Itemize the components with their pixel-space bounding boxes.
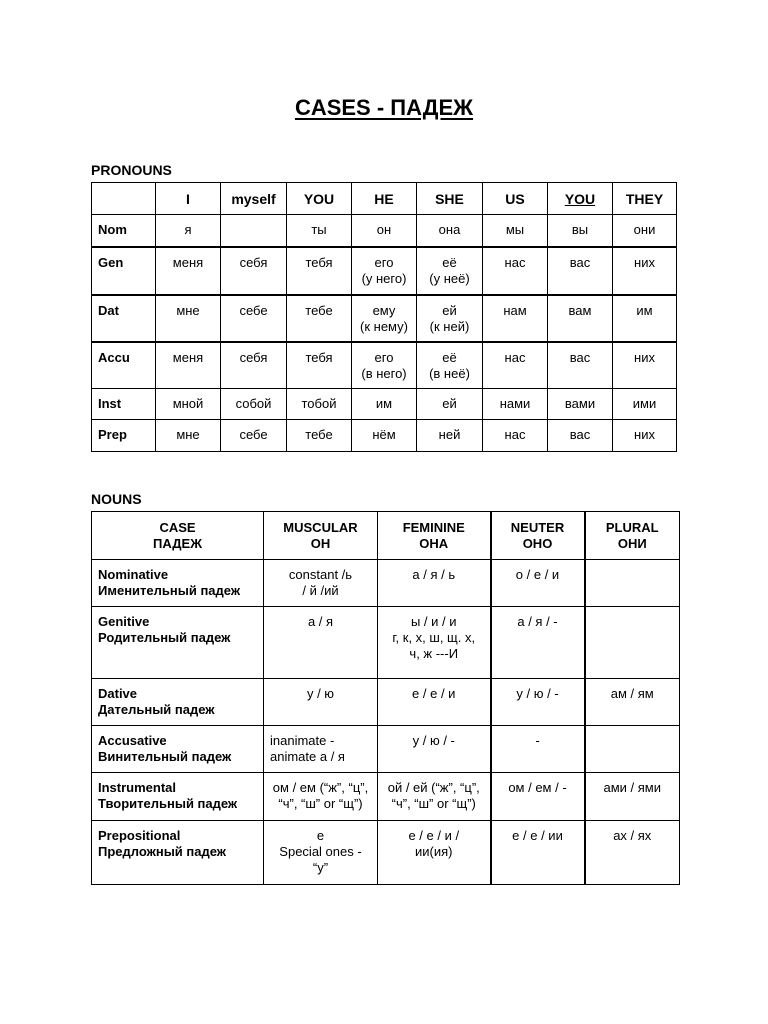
pronoun-form: нём [372, 427, 396, 442]
nouns-ending-cell [491, 726, 585, 773]
pronouns-cell [156, 389, 221, 420]
pronouns-cell [548, 420, 613, 452]
pronoun-form: нас [504, 254, 526, 270]
nouns-header-label: ОНО [522, 535, 553, 551]
pronoun-form: я [184, 222, 192, 237]
pronouns-cell [287, 295, 352, 342]
case-name: Дательный падеж [98, 702, 215, 717]
pronouns-row [92, 215, 677, 247]
nouns-row [92, 821, 680, 885]
nouns-header-cell [378, 512, 491, 560]
pronoun-form: она [438, 222, 461, 237]
case-name: Nominative [98, 567, 169, 582]
nouns-ending-cell [491, 773, 585, 821]
case-name: Винительный падеж [98, 749, 232, 764]
nouns-header-label: ОНИ [617, 535, 647, 551]
nouns-ending-cell [378, 821, 491, 885]
nouns-ending-cell [264, 607, 378, 679]
noun-ending [586, 614, 680, 630]
nouns-header-label: PLURAL [605, 519, 659, 535]
case-name: Dative [98, 686, 138, 701]
pronouns-cell [548, 247, 613, 295]
pronouns-case-label: Dat [92, 295, 156, 342]
pronouns-cell [613, 247, 677, 295]
pronouns-cell [548, 215, 613, 247]
noun-ending: “ч”, “ш” or “щ”) [278, 796, 363, 811]
nouns-header-cell [491, 512, 585, 560]
noun-ending: - [535, 733, 540, 748]
noun-ending: “у” [312, 860, 329, 875]
page-title: CASES - ПАДЕЖ [294, 95, 474, 120]
pronouns-header-cell: YOU [548, 183, 613, 215]
pronouns-header-cell: THEY [613, 183, 677, 215]
nouns-ending-cell [491, 607, 585, 679]
nouns-ending-cell [378, 726, 491, 773]
pronoun-form: её [442, 349, 457, 365]
nouns-row [92, 773, 680, 821]
pronouns-cell [352, 420, 417, 452]
pronouns-header-cell: HE [352, 183, 417, 215]
noun-ending: ой / ей (“ж”, “ц”, [387, 780, 480, 795]
pronouns-cell [221, 389, 287, 420]
pronouns-cell [417, 295, 483, 342]
pronouns-cell [417, 389, 483, 420]
pronouns-case-label: Inst [92, 389, 156, 420]
pronoun-form: вам [568, 302, 592, 318]
noun-ending: е / е / ии [512, 828, 563, 843]
nouns-ending-cell [585, 726, 680, 773]
noun-ending: constant /ь [288, 567, 353, 582]
pronoun-form: его [374, 349, 394, 365]
noun-ending: а / я / - [517, 614, 558, 629]
noun-ending: е [316, 828, 325, 843]
noun-ending: у / ю / - [516, 686, 559, 701]
noun-ending: Special ones - [279, 844, 362, 859]
case-name: Instrumental [98, 780, 177, 795]
case-name: Accusative [98, 733, 167, 748]
pronoun-form: ему [372, 302, 396, 318]
pronoun-form: тобой [301, 396, 337, 411]
pronouns-cell [352, 215, 417, 247]
pronoun-form: нам [503, 302, 527, 318]
nouns-header-label: FEMININE [402, 519, 465, 535]
nouns-ending-cell [585, 679, 680, 726]
noun-ending: / й /ий [302, 583, 339, 598]
case-name: Родительный падеж [98, 630, 231, 645]
noun-ending: inanimate - [270, 733, 335, 748]
pronouns-case-label: Gen [92, 247, 156, 295]
pronouns-header-cell: I [156, 183, 221, 215]
pronouns-cell [613, 342, 677, 389]
nouns-ending-cell [491, 679, 585, 726]
pronoun-form: он [376, 222, 392, 237]
nouns-ending-cell [491, 821, 585, 885]
pronouns-cell [483, 342, 548, 389]
noun-ending: ии(ия) [415, 844, 453, 859]
pronoun-form: собой [235, 396, 272, 411]
pronoun-form: них [634, 427, 655, 442]
nouns-ending-cell [585, 607, 680, 679]
pronoun-form: её [442, 254, 457, 270]
pronoun-form: им [636, 302, 653, 318]
pronoun-form: мне [176, 427, 200, 442]
pronoun-form [221, 222, 286, 238]
pronouns-cell [483, 420, 548, 452]
pronouns-header-cell: YOU [287, 183, 352, 215]
pronouns-cell [483, 247, 548, 295]
pronouns-cell [548, 295, 613, 342]
nouns-ending-cell [585, 560, 680, 607]
noun-ending: г, к, х, ш, щ. х, [392, 630, 476, 645]
nouns-header-label: ОН [310, 535, 331, 551]
pronoun-form: мы [505, 222, 525, 237]
pronoun-form: вас [569, 254, 591, 270]
pronoun-form: вас [569, 349, 591, 365]
pronoun-form: (у него) [361, 270, 407, 286]
pronouns-cell [417, 342, 483, 389]
pronoun-form: (в него) [361, 365, 407, 381]
pronouns-cell [287, 247, 352, 295]
pronouns-cell [417, 215, 483, 247]
pronoun-form: тебе [305, 427, 333, 442]
noun-ending: е / е / и / [408, 828, 460, 843]
nouns-ending-cell [378, 773, 491, 821]
noun-ending: ами / ями [603, 780, 661, 795]
noun-ending: а / я / ь [412, 567, 456, 582]
nouns-case-label [92, 607, 264, 679]
pronouns-case-label: Nom [92, 215, 156, 247]
pronoun-form: них [634, 349, 655, 365]
nouns-header-label: MUSCULAR [283, 519, 358, 535]
pronouns-cell [352, 247, 417, 295]
pronouns-cell [483, 389, 548, 420]
nouns-header-row [92, 512, 680, 560]
nouns-case-label [92, 726, 264, 773]
pronouns-row [92, 247, 677, 295]
pronouns-cell [221, 247, 287, 295]
noun-ending: ом / ем (“ж”, “ц”, [272, 780, 369, 795]
pronoun-form: них [634, 254, 655, 270]
pronouns-cell [221, 215, 287, 247]
case-name: Prepositional [98, 828, 181, 843]
pronouns-cell [483, 295, 548, 342]
noun-ending: о / е / и [515, 567, 560, 582]
noun-ending: ы / и / и [410, 614, 457, 629]
pronoun-form: ей [442, 302, 457, 318]
nouns-header-cell [585, 512, 680, 560]
noun-ending: animate а / я [270, 749, 345, 764]
nouns-ending-cell [585, 821, 680, 885]
nouns-header-label: ПАДЕЖ [153, 535, 202, 551]
nouns-case-label [92, 679, 264, 726]
pronoun-form: ими [632, 396, 657, 411]
nouns-ending-cell [378, 679, 491, 726]
noun-ending: “ч”, “ш” or “щ”) [391, 796, 476, 811]
nouns-case-label [92, 821, 264, 885]
pronouns-cell [156, 420, 221, 452]
pronouns-header-cell: myself [221, 183, 287, 215]
pronoun-form: мной [172, 396, 204, 411]
noun-ending: ом / ем / - [508, 780, 567, 795]
pronouns-cell [287, 420, 352, 452]
noun-ending [586, 733, 680, 749]
nouns-ending-cell [378, 560, 491, 607]
pronoun-form: тебя [305, 349, 333, 365]
pronoun-form: ей [442, 396, 457, 411]
pronoun-form: нас [504, 427, 526, 442]
pronoun-form: они [633, 222, 656, 237]
nouns-row [92, 560, 680, 607]
pronouns-cell [352, 389, 417, 420]
pronouns-cell [548, 389, 613, 420]
pronouns-case-label: Accu [92, 342, 156, 389]
pronouns-cell [613, 420, 677, 452]
nouns-table [91, 511, 680, 885]
nouns-ending-cell [378, 607, 491, 679]
noun-ending: ах / ях [613, 828, 652, 843]
nouns-row [92, 607, 680, 679]
pronoun-form: нас [504, 349, 526, 365]
pronouns-row [92, 389, 677, 420]
pronouns-cell [613, 389, 677, 420]
pronouns-header-row [92, 183, 677, 215]
pronoun-form: (к нему) [360, 318, 408, 334]
nouns-ending-cell [585, 773, 680, 821]
pronouns-header-cell: US [483, 183, 548, 215]
nouns-case-label [92, 773, 264, 821]
pronouns-case-label: Prep [92, 420, 156, 452]
nouns-row [92, 679, 680, 726]
pronouns-cell [417, 247, 483, 295]
pronouns-cell [613, 215, 677, 247]
case-name: Именительный падеж [98, 583, 241, 598]
pronouns-cell [221, 342, 287, 389]
noun-ending: ч, ж ---И [409, 646, 459, 661]
nouns-header-label: NEUTER [510, 519, 565, 535]
pronoun-form: им [375, 396, 393, 411]
nouns-ending-cell [264, 726, 378, 773]
pronoun-form: его [374, 254, 394, 270]
pronouns-cell [221, 420, 287, 452]
pronouns-row [92, 342, 677, 389]
pronoun-form: себя [239, 349, 268, 365]
pronouns-cell [221, 295, 287, 342]
pronoun-form: себе [239, 427, 268, 442]
nouns-case-label [92, 560, 264, 607]
pronoun-form: ней [438, 427, 461, 442]
pronoun-form: (к ней) [429, 318, 470, 334]
pronouns-cell [417, 420, 483, 452]
nouns-heading: NOUNS [91, 491, 142, 507]
pronouns-cell [156, 247, 221, 295]
nouns-ending-cell [264, 821, 378, 885]
nouns-ending-cell [491, 560, 585, 607]
pronoun-form: вами [564, 396, 596, 411]
noun-ending: у / ю / - [412, 733, 455, 748]
noun-ending: ам / ям [610, 686, 654, 701]
pronouns-cell [352, 295, 417, 342]
noun-ending: е / е / и [412, 686, 456, 701]
case-name: Предложный падеж [98, 844, 227, 859]
nouns-ending-cell [264, 773, 378, 821]
nouns-ending-cell [264, 679, 378, 726]
pronoun-form: нами [499, 396, 531, 411]
case-name: Genitive [98, 614, 150, 629]
pronouns-cell [287, 342, 352, 389]
pronouns-cell [483, 215, 548, 247]
pronouns-row [92, 295, 677, 342]
pronoun-form: меня [172, 254, 204, 270]
pronouns-cell [548, 342, 613, 389]
pronouns-cell [287, 389, 352, 420]
noun-ending [586, 567, 680, 583]
pronoun-form: меня [172, 349, 204, 365]
pronouns-header-cell: SHE [417, 183, 483, 215]
nouns-header-cell [264, 512, 378, 560]
nouns-header-label: CASE [159, 519, 196, 535]
case-name: Творительный падеж [98, 796, 238, 811]
pronoun-form: (у неё) [429, 270, 470, 286]
pronouns-cell [156, 342, 221, 389]
pronouns-cell [352, 342, 417, 389]
pronoun-form: ты [311, 222, 327, 237]
pronoun-form: тебя [305, 254, 333, 270]
pronouns-corner-cell [92, 183, 156, 215]
pronouns-cell [613, 295, 677, 342]
nouns-header-cell [92, 512, 264, 560]
nouns-ending-cell [264, 560, 378, 607]
pronouns-heading: PRONOUNS [91, 162, 172, 178]
pronouns-cell [156, 295, 221, 342]
pronoun-form: вас [569, 427, 591, 442]
pronoun-form: тебе [305, 302, 333, 318]
pronoun-form: себя [239, 254, 268, 270]
pronouns-cell [287, 215, 352, 247]
pronouns-table [91, 182, 677, 452]
pronoun-form: вы [571, 222, 589, 237]
pronoun-form: (в неё) [429, 365, 470, 381]
noun-ending: у / ю [306, 686, 335, 701]
pronoun-form: мне [176, 302, 200, 318]
nouns-header-label: ОНА [419, 535, 449, 551]
noun-ending: а / я [307, 614, 334, 629]
nouns-row [92, 726, 680, 773]
pronouns-row [92, 420, 677, 452]
pronoun-form: себе [239, 302, 268, 318]
pronouns-cell [156, 215, 221, 247]
